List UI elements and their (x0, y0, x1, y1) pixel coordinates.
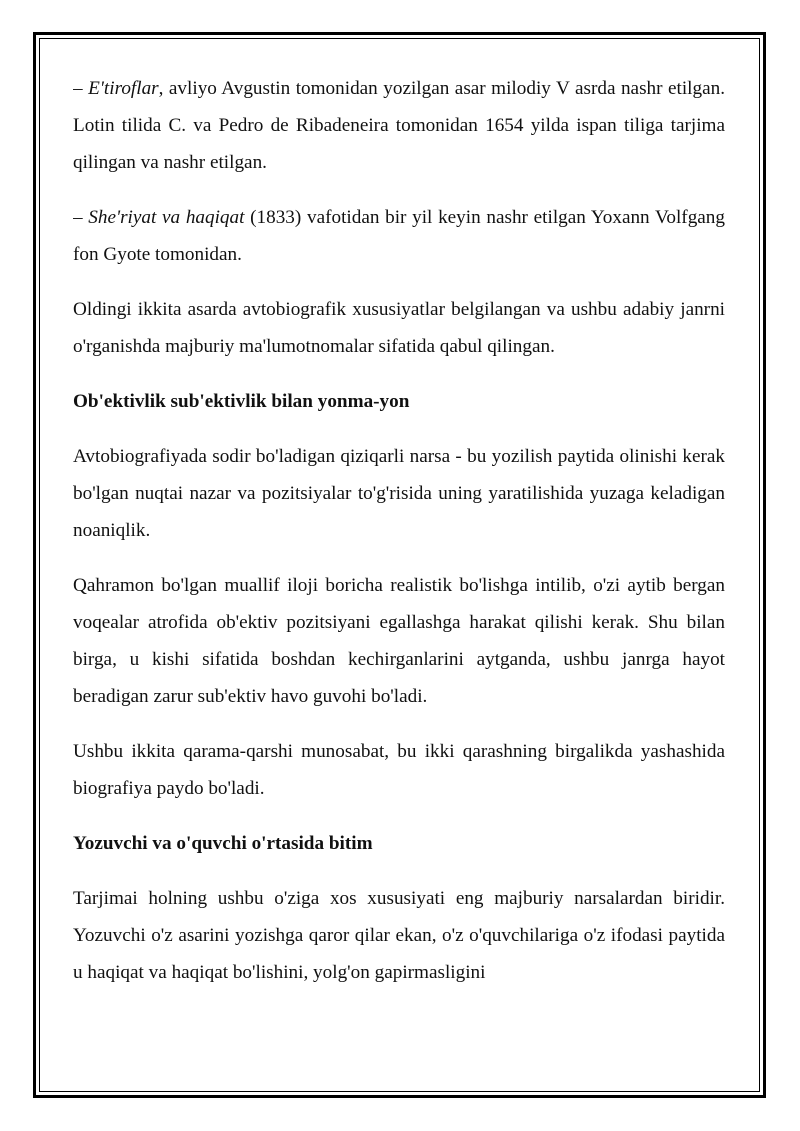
paragraph-etiroflar (73, 70, 725, 181)
paragraph: Ushbu ikkita qarama-qarshi munosabat, bu ikki qarashning birgalikda yashashida biografiya paydo bo'ladi. (73, 741, 725, 799)
paragraph: Qahramon bo'lgan muallif iloji boricha realistik bo'lishga intilib, o'zi aytib bergan voqealar atrofida ob'ektiv pozitsiyani egallashga harakat qilishi kerak. Shu bilan birga, u kishi sifatida boshdan kechirganlarini aytganda, ushbu janrga hayot beradigan zarur sub'ektiv havo guvohi bo'ladi. (73, 575, 725, 707)
book-title: E'tiroflar (88, 78, 159, 99)
book-title: She'riyat va haqiqat (88, 207, 245, 228)
paragraph-sheriyat (73, 199, 725, 273)
paragraph: Oldingi ikkita asarda avtobiografik xususiyatlar belgilangan va ushbu adabiy janrni o'rganishda majburiy ma'lumotnomalar sifatida qabul qilingan. (73, 299, 725, 357)
paragraph: Avtobiografiyada sodir bo'ladigan qiziqarli narsa - bu yozilish paytida olinishi kerak bo'lgan nuqtai nazar va pozitsiyalar to'g'risida uning yaratilishida yuzaga keladigan noaniqlik. (73, 446, 725, 541)
section-heading: Yozuvchi va o'quvchi o'rtasida bitim (73, 833, 373, 854)
document-body (73, 70, 725, 1095)
list-dash: – (73, 78, 89, 99)
paragraph-text: (1833) vafotidan bir yil keyin nashr etilgan Yoxann Volfgang fon Gyote tomonidan. (73, 207, 725, 265)
list-dash: – (73, 207, 89, 228)
section-heading: Ob'ektivlik sub'ektivlik bilan yonma-yon (73, 391, 410, 412)
paragraph: Tarjimai holning ushbu o'ziga xos xususiyati eng majburiy narsalardan biridir. Yozuvchi o'z asarini yozishga qaror qilar ekan, o'z o'quvchilariga o'z ifodasi paytida u haqiqat va haqiqat bo'lishini, yolg'on gapirmasligini (73, 888, 725, 983)
paragraph-text: , avliyo Avgustin tomonidan yozilgan asar milodiy V asrda nashr etilgan. Lotin tilida C. va Pedro de Ribadeneira tomonidan 1654 yilda ispan tiliga tarjima qilingan va nashr etilgan. (73, 78, 725, 173)
